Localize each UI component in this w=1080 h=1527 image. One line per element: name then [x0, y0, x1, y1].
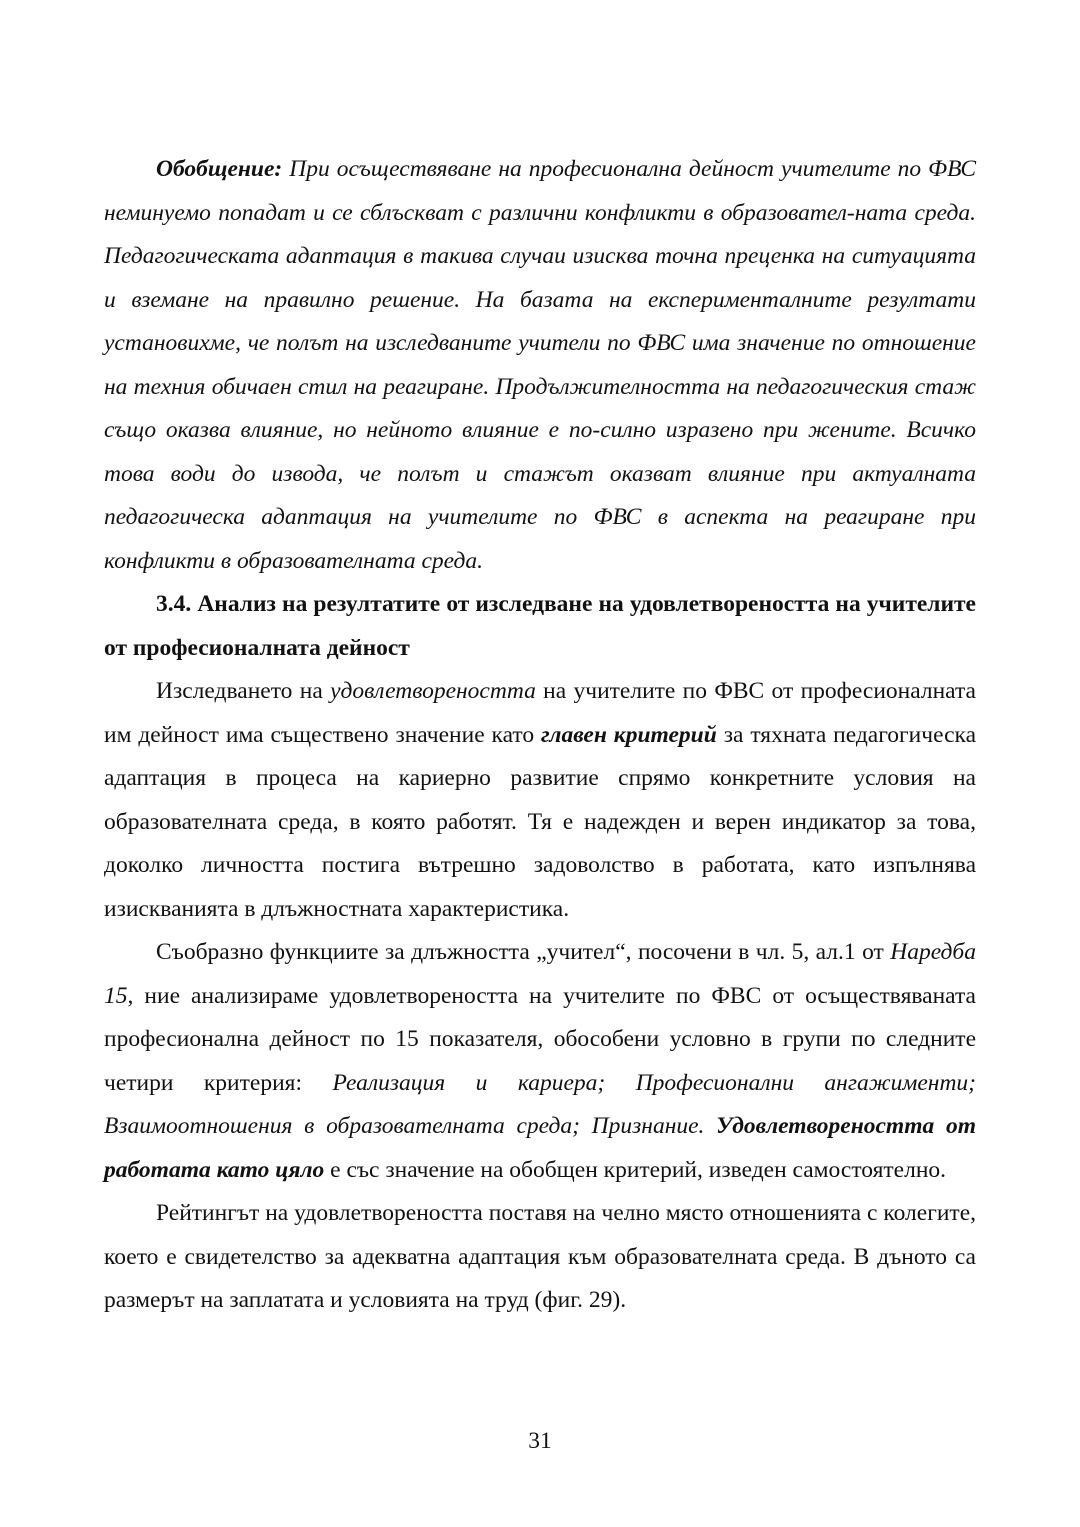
italic-term: Наредба 15: [104, 939, 976, 1009]
italic-term: удовлетвореността: [330, 678, 536, 704]
text-run: , ние анализираме удовлетвореността на учителите по ФВС от осъществяваната професионална дейност по 15 показателя, обособени условно в групи по следните четири критерия:: [104, 982, 976, 1096]
section-heading: 3.4. Анализ на резултатите от изследване на удовлетвореността на учителите от професионалната дейност: [104, 591, 976, 661]
summary-paragraph: [104, 148, 976, 583]
text-run: Съобразно функциите за длъжността „учител“, посочени в чл. 5, ал.1 от: [156, 939, 891, 965]
page-number: 31: [528, 1428, 552, 1454]
text-run: [704, 1113, 716, 1139]
bold-italic-term: Удовлетвореността от работата като цяло: [104, 1113, 976, 1183]
text-run: е със значение на обобщен критерий, изведен самостоятелно.: [324, 1156, 947, 1183]
summary-text: При осъществяване на професионална дейност учителите по ФВС неминуемо попадат и се сблъскват с различни конфликти в образовател-ната среда. Педагогическата адаптация в такива случаи изисква точна преценка на ситуацията и вземане на правилно решение. На базата на експерименталните резултати установихме, че полът на изследваните учители по ФВС има значение по отношение на техния обичаен стил на реагиране. Продължителността на педагогическия стаж също оказва влияние, но нейното влияние е по-силно изразено при жените. Всичко това води до извода, че полът и стажът оказват влияние при актуалната педагогическа адаптация на учителите по ФВС в аспекта на реагиране при конфликти в образователната среда.: [104, 156, 976, 574]
paragraph-criteria: [104, 931, 976, 1192]
italic-criteria-list: Реализация и кариера; Професионални ангажименти; Взаимоотношения в образователната среда; Признание.: [104, 1069, 977, 1139]
summary-label: Обобщение:: [156, 156, 283, 182]
bold-italic-term: главен критерий: [541, 721, 717, 748]
text-run: за тяхната педагогическа адаптация в процеса на кариерно развитие спрямо конкретните условия на образователната среда, в която работят. Тя е надежден и верен индикатор за това, доколко личността постига вътрешно задоволство в работата, като изпълнява изискванията в длъжностната характеристика.: [104, 721, 977, 922]
document-page: [104, 148, 976, 1323]
paragraph-satisfaction-intro: [104, 670, 976, 931]
text-run: Изследването на: [156, 678, 331, 704]
text-run: на учителите по ФВС от професионалната им дейност има съществено значение като: [104, 678, 976, 748]
paragraph-rating: Рейтингът на удовлетвореността поставя на челно място отношенията с колегите, което е свидетелство за адекватна адаптация към образователната среда. В дъното са размерът на заплатата и условията на труд (фиг. 29).: [104, 1200, 976, 1313]
